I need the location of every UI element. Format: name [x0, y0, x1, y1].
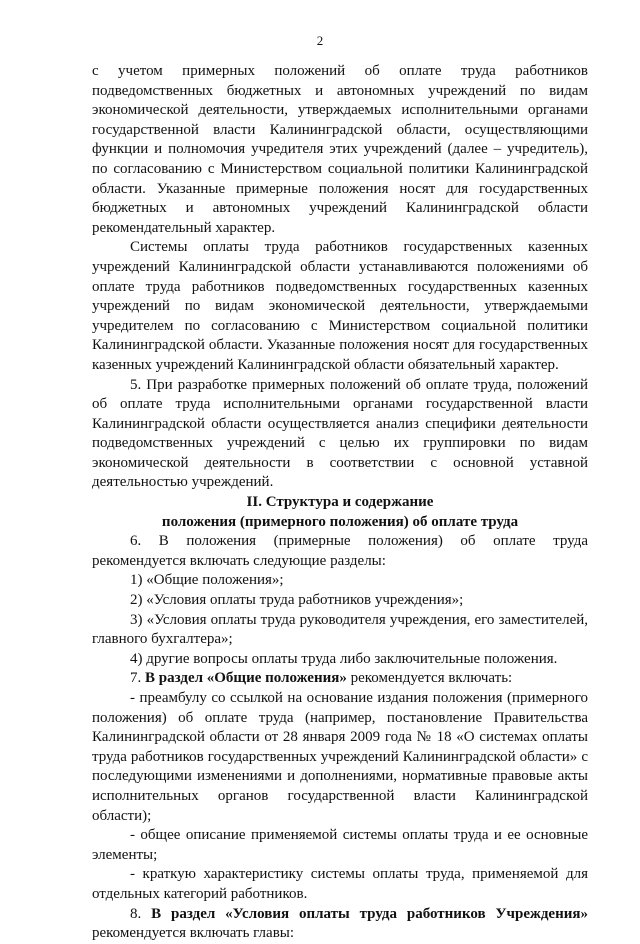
p7-item-1: - преамбулу со ссылкой на основание издания положения (примерного положения) об оплате труда (например, постановление Правительства Калининградской области от 28 января 2009 года № 18 «О системах оплаты труда работников государственных учреждений Калининградской области» с последующими изменениями и дополнениями, нормативные правовые акты исполнительных органов государственной власти Калининградской области); [92, 690, 588, 824]
paragraph-7-text: рекомендуется включать: [346, 670, 513, 687]
paragraph-7-number: 7. [130, 670, 145, 687]
section-heading-line-1: II. Структура и содержание [246, 494, 434, 511]
list-item-4: 4) другие вопросы оплаты труда либо заключительные положения. [130, 650, 558, 667]
paragraph-8-text: рекомендуется включать главы: [92, 925, 295, 942]
section-heading-line-2: положения (примерного положения) об оплате труда [161, 513, 519, 530]
paragraph-7-bold: В раздел «Общие положения» [145, 670, 347, 687]
paragraph-5: 5. При разработке примерных положений об оплате труда, положений об оплате труда исполнительными органами государственной власти Калининградской области осуществляется анализ специфики деятельности подведомственных учреждений с целью их группировки по видам экономической деятельности в соответствии с основной уставной деятельностью учреждений. [92, 376, 588, 491]
paragraph-2: Системы оплаты труда работников государственных казенных учреждений Калининградской области устанавливаются положениями об оплате труда работников подведомственных государственных казенных учреждений по видам экономической деятельности, утверждаемыми учредителем по согласованию с Министерством социальной политики Калининградской области. Указанные положения носят для государственных казенных учреждений Калининградской области обязательный характер. [92, 239, 588, 373]
list-item-2: 2) «Условия оплаты труда работников учреждения»; [130, 592, 464, 609]
p7-item-3: - краткую характеристику системы оплаты труда, применяемой для отдельных категорий работников. [92, 866, 588, 902]
page-number: 2 [316, 33, 324, 48]
paragraph-8 [92, 905, 588, 944]
paragraph-8-number: 8. [130, 905, 152, 922]
paragraph-1: с учетом примерных положений об оплате труда работников подведомственных бюджетных и автономных учреждений по видам экономической деятельности, утверждаемых исполнительными органами государственной власти Калининградской области, осуществляющими функции и полномочия учредителя этих учреждений (далее – учредитель), по согласованию с Министерством социальной политики Калининградской области. Указанные примерные положения носят для государственных бюджетных и автономных учреждений Калининградской области рекомендательный характер. [92, 63, 588, 236]
p7-item-2: - общее описание применяемой системы оплаты труда и ее основные элементы; [92, 827, 588, 863]
paragraph-7 [92, 669, 588, 689]
paragraph-8-bold: В раздел «Условия оплаты труда работников Учреждения» [151, 905, 588, 922]
paragraph-6: 6. В положения (примерные положения) об оплате труда рекомендуется включать следующие разделы: [92, 533, 588, 569]
list-item-3: 3) «Условия оплаты труда руководителя учреждения, его заместителей, главного бухгалтера»; [92, 611, 588, 648]
document-body [92, 62, 588, 944]
list-item-1: 1) «Общие положения»; [130, 572, 284, 589]
